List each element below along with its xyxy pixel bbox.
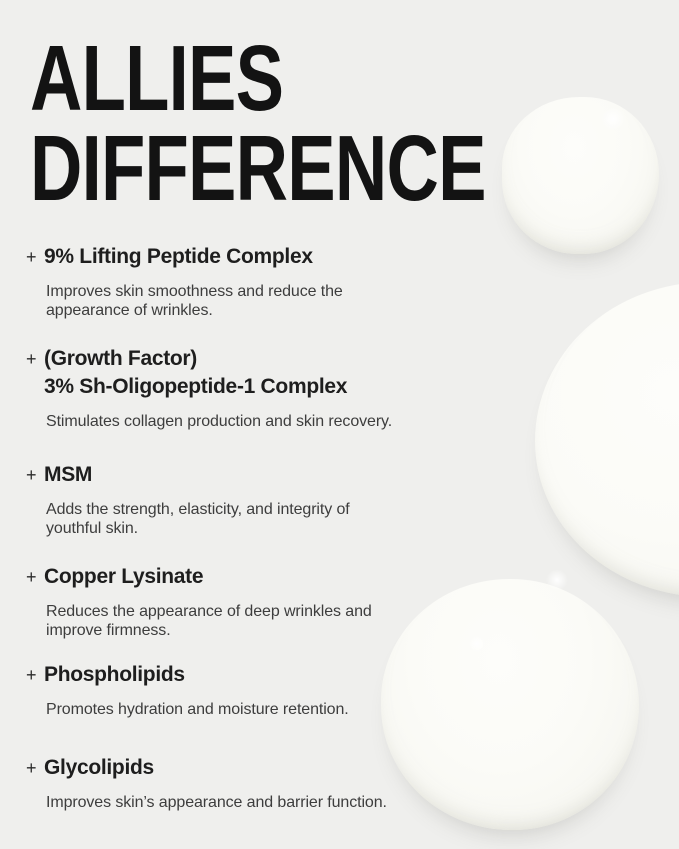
ingredient-description: [46, 282, 456, 320]
ingredient-title-line: Glycolipids: [44, 756, 154, 779]
ingredient-title-line: MSM: [44, 463, 93, 486]
ingredient-description: [46, 700, 456, 719]
specular-highlight: [468, 636, 486, 652]
page-title-line1: ALLIES: [30, 26, 284, 130]
plus-icon: +: [26, 665, 37, 685]
ingredient-content: [44, 243, 456, 320]
plus-icon: +: [26, 567, 37, 587]
ingredient-item-growth-factor: [26, 345, 456, 431]
specular-highlight: [600, 108, 626, 130]
plus-icon: +: [26, 349, 37, 369]
ingredient-title-line: Copper Lysinate: [44, 565, 204, 588]
ingredient-description: [46, 412, 456, 431]
description-line: Reduces the appearance of deep wrinkles and: [46, 603, 372, 620]
plus-icon: +: [26, 758, 37, 778]
ingredient-content: [44, 754, 456, 812]
ingredient-content: [44, 563, 456, 640]
description-line: improve firmness.: [46, 622, 171, 639]
ingredient-item-glycolipids: [26, 754, 456, 812]
ingredient-content: [44, 345, 456, 431]
ingredient-item-msm: [26, 461, 456, 538]
description-line: appearance of wrinkles.: [46, 302, 213, 319]
serum-drop-top: [502, 97, 659, 254]
ingredient-title-line: Phospholipids: [44, 663, 185, 686]
description-line: Adds the strength, elasticity, and integrity of: [46, 501, 350, 518]
ingredient-title: [44, 461, 456, 489]
ingredient-title: [44, 345, 456, 401]
ingredient-content: [44, 461, 456, 538]
description-line: Improves skin smoothness and reduce the: [46, 283, 343, 300]
ingredient-title: [44, 661, 456, 689]
ingredient-title: [44, 754, 456, 782]
page-title: [30, 26, 486, 220]
plus-icon: +: [26, 247, 37, 267]
ingredient-title-line: 9% Lifting Peptide Complex: [44, 245, 313, 268]
description-line: Promotes hydration and moisture retention.: [46, 701, 349, 718]
description-line: Improves skin’s appearance and barrier function.: [46, 794, 387, 811]
plus-icon: +: [26, 465, 37, 485]
ingredient-item-lifting-peptide: [26, 243, 456, 320]
serum-drop-middle: [535, 282, 679, 597]
page-title-line2: DIFFERENCE: [30, 116, 486, 220]
ingredient-description: [46, 793, 456, 812]
ingredient-title: [44, 243, 456, 271]
description-line: youthful skin.: [46, 520, 138, 537]
ingredient-item-copper-lysinate: [26, 563, 456, 640]
ingredient-title: [44, 563, 456, 591]
ingredient-title-line: (Growth Factor): [44, 347, 197, 370]
ingredient-content: [44, 661, 456, 719]
ingredient-title-line: 3% Sh-Oligopeptide-1 Complex: [44, 375, 348, 398]
description-line: Stimulates collagen production and skin recovery.: [46, 413, 393, 430]
ingredient-item-phospholipids: [26, 661, 456, 719]
ingredient-description: [46, 500, 456, 538]
ingredient-description: [46, 602, 456, 640]
